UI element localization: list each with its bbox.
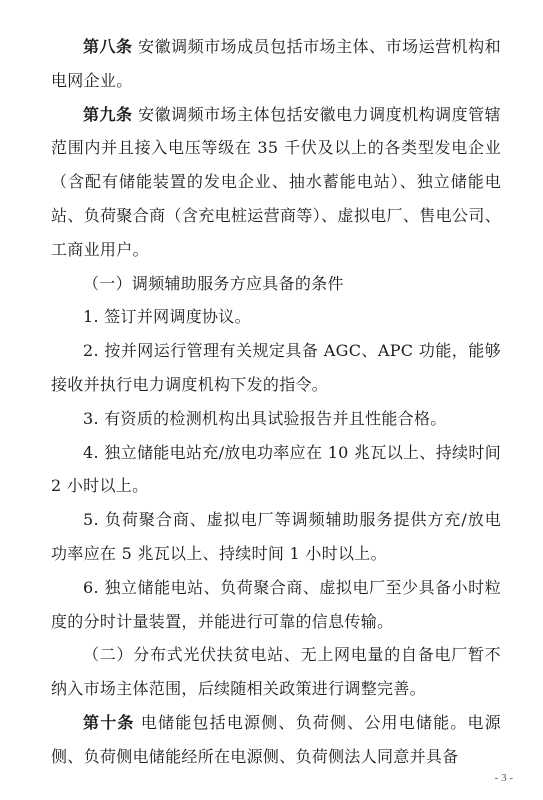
- article-8-number: 第八条: [83, 37, 133, 56]
- section-2-paragraph: （二）分布式光伏扶贫电站、无上网电量的自备电厂暂不纳入市场主体范围，后续随相关政策进行调整完善。: [51, 645, 501, 699]
- document-body: [51, 30, 501, 774]
- article-9-paragraph: [51, 98, 501, 267]
- article-8-text: 安徽调频市场成员包括市场主体、市场运营机构和电网企业。: [51, 37, 501, 90]
- article-10-paragraph: [51, 706, 501, 774]
- page-number: - 3 -: [494, 772, 513, 784]
- condition-item-6: 6. 独立储能电站、负荷聚合商、虚拟电厂至少具备小时粒度的分时计量装置，并能进行可靠的信息传输。: [51, 577, 501, 631]
- condition-item-4: 4. 独立储能电站充/放电功率应在 10 兆瓦以上、持续时间 2 小时以上。: [51, 442, 501, 496]
- condition-item-5: 5. 负荷聚合商、虚拟电厂等调频辅助服务提供方充/放电功率应在 5 兆瓦以上、持续时间 1 小时以上。: [51, 510, 501, 563]
- section-1-heading: （一）调频辅助服务方应具备的条件: [83, 273, 344, 293]
- condition-item-2: 2. 按并网运行管理有关规定具备 AGC、APC 功能，能够接收并执行电力调度机构下发的指令。: [51, 341, 501, 394]
- article-8-paragraph: [51, 30, 501, 98]
- article-9-text: 安徽调频市场主体包括安徽电力调度机构调度管辖范围内并且接入电压等级在 35 千伏及以上的各类型发电企业（含配有储能装置的发电企业、抽水蓄能电站）、独立储能电站、负荷聚合商（含充电桩运营商等）、虚拟电厂、售电公司、工商业用户。: [51, 104, 501, 259]
- article-10-number: 第十条: [83, 712, 135, 732]
- article-9-number: 第九条: [83, 104, 133, 124]
- condition-item-1: 1. 签订并网调度协议。: [83, 307, 251, 327]
- article-10-text: 电储能包括电源侧、负荷侧、公用电储能。电源侧、负荷侧电储能经所在电源侧、负荷侧法人同意并具备: [51, 712, 501, 766]
- condition-item-3: 3. 有资质的检测机构出具试验报告并且性能合格。: [83, 408, 447, 428]
